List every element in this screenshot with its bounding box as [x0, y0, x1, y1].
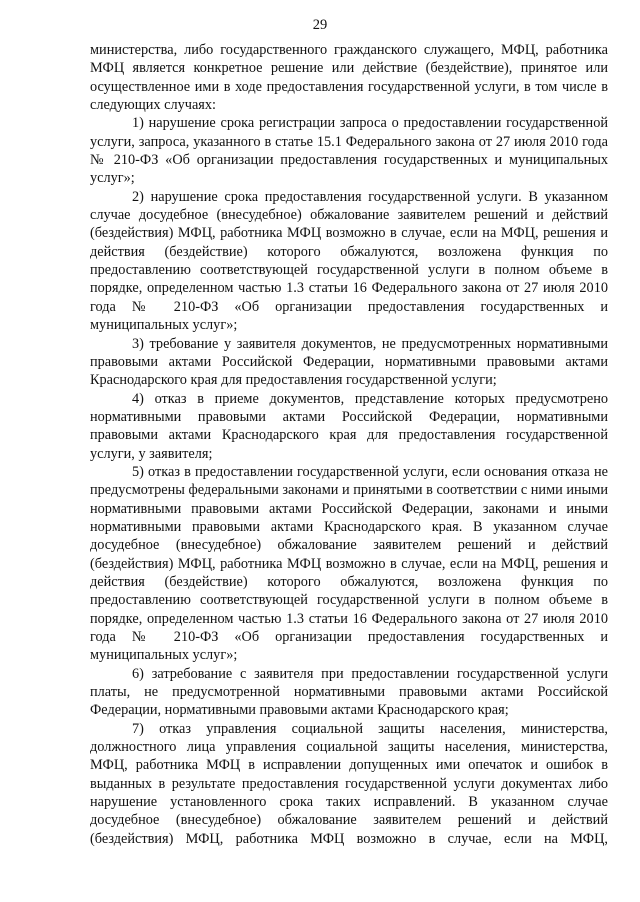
paragraph-intro: министерства, либо государственного гражданского служащего, МФЦ, работника МФЦ является конкретное решение или действие (бездействие), принятое или осуществленное ими в ходе предоставления государственной услуги, в том числе в следующих случаях:	[90, 42, 608, 114]
list-item-5: 5) отказ в предоставлении государственной услуги, если основания отказа не предусмотрены федеральными законами и принятыми в соответствии с ними иными нормативными правовыми актами Российской Федерации, законами и иными нормативными правовыми актами Краснодарского края. В указанном случае досудебное (внесудебное) обжалование заявителем решений и действий (бездействия) МФЦ, работника МФЦ возможно в случае, если на МФЦ, решения и действия (бездействие) которого обжалуются, возложена функция по предоставлению соответствующей государственной услуги в полном объеме в порядке, определенном частью 1.3 статьи 16 Федерального закона от 27 июля 2010 года № 210-ФЗ «Об организации предоставления государственных и муниципальных услуг»;	[90, 463, 608, 664]
page-number: 29	[312, 17, 328, 33]
list-item-2: 2) нарушение срока предоставления государственной услуги. В указанном случае досудебное (внесудебное) обжалование заявителем решений и действий (бездействия) МФЦ, работника МФЦ возможно в случае, если на МФЦ, решения и действия (бездействие) которого обжалуются, возложена функция по предоставлению соответствующей государственной услуги в полном объеме в порядке, определенном частью 1.3 статьи 16 Федерального закона от 27 июля 2010 года № 210-ФЗ «Об организации предоставления государственных и муниципальных услуг»;	[90, 188, 608, 334]
list-item-7: 7) отказ управления социальной защиты населения, министерства, должностного лица управления социальной защиты населения, министерства, МФЦ, работника МФЦ в исправлении допущенных ими опечаток и ошибок в выданных в результате предоставления государственной услуги документах либо нарушение установленного срока таких исправлений. В указанном случае досудебное (внесудебное) обжалование заявителем решений и действий (бездействия) МФЦ, работника МФЦ возможно в случае, если на МФЦ,	[90, 720, 608, 847]
list-item-4: 4) отказ в приеме документов, представление которых предусмотрено нормативными правовыми актами Российской Федерации, нормативными правовыми актами Краснодарского края для предоставления государственной услуги, у заявителя;	[90, 390, 608, 462]
list-item-3: 3) требование у заявителя документов, не предусмотренных нормативными правовыми актами Российской Федерации, нормативными правовыми актами Краснодарского края для предоставления государственной услуги;	[90, 335, 608, 389]
list-item-6: 6) затребование с заявителя при предоставлении государственной услуги платы, не предусмотренной нормативными правовыми актами Российской Федерации, нормативными правовыми актами Краснодарского края;	[90, 665, 608, 719]
body-text	[90, 41, 608, 848]
list-item-1: 1) нарушение срока регистрации запроса о предоставлении государственной услуги, запроса, указанного в статье 15.1 Федерального закона от 27 июля 2010 года № 210-ФЗ «Об организации предоставления государственных и муниципальных услуг»;	[90, 115, 608, 187]
